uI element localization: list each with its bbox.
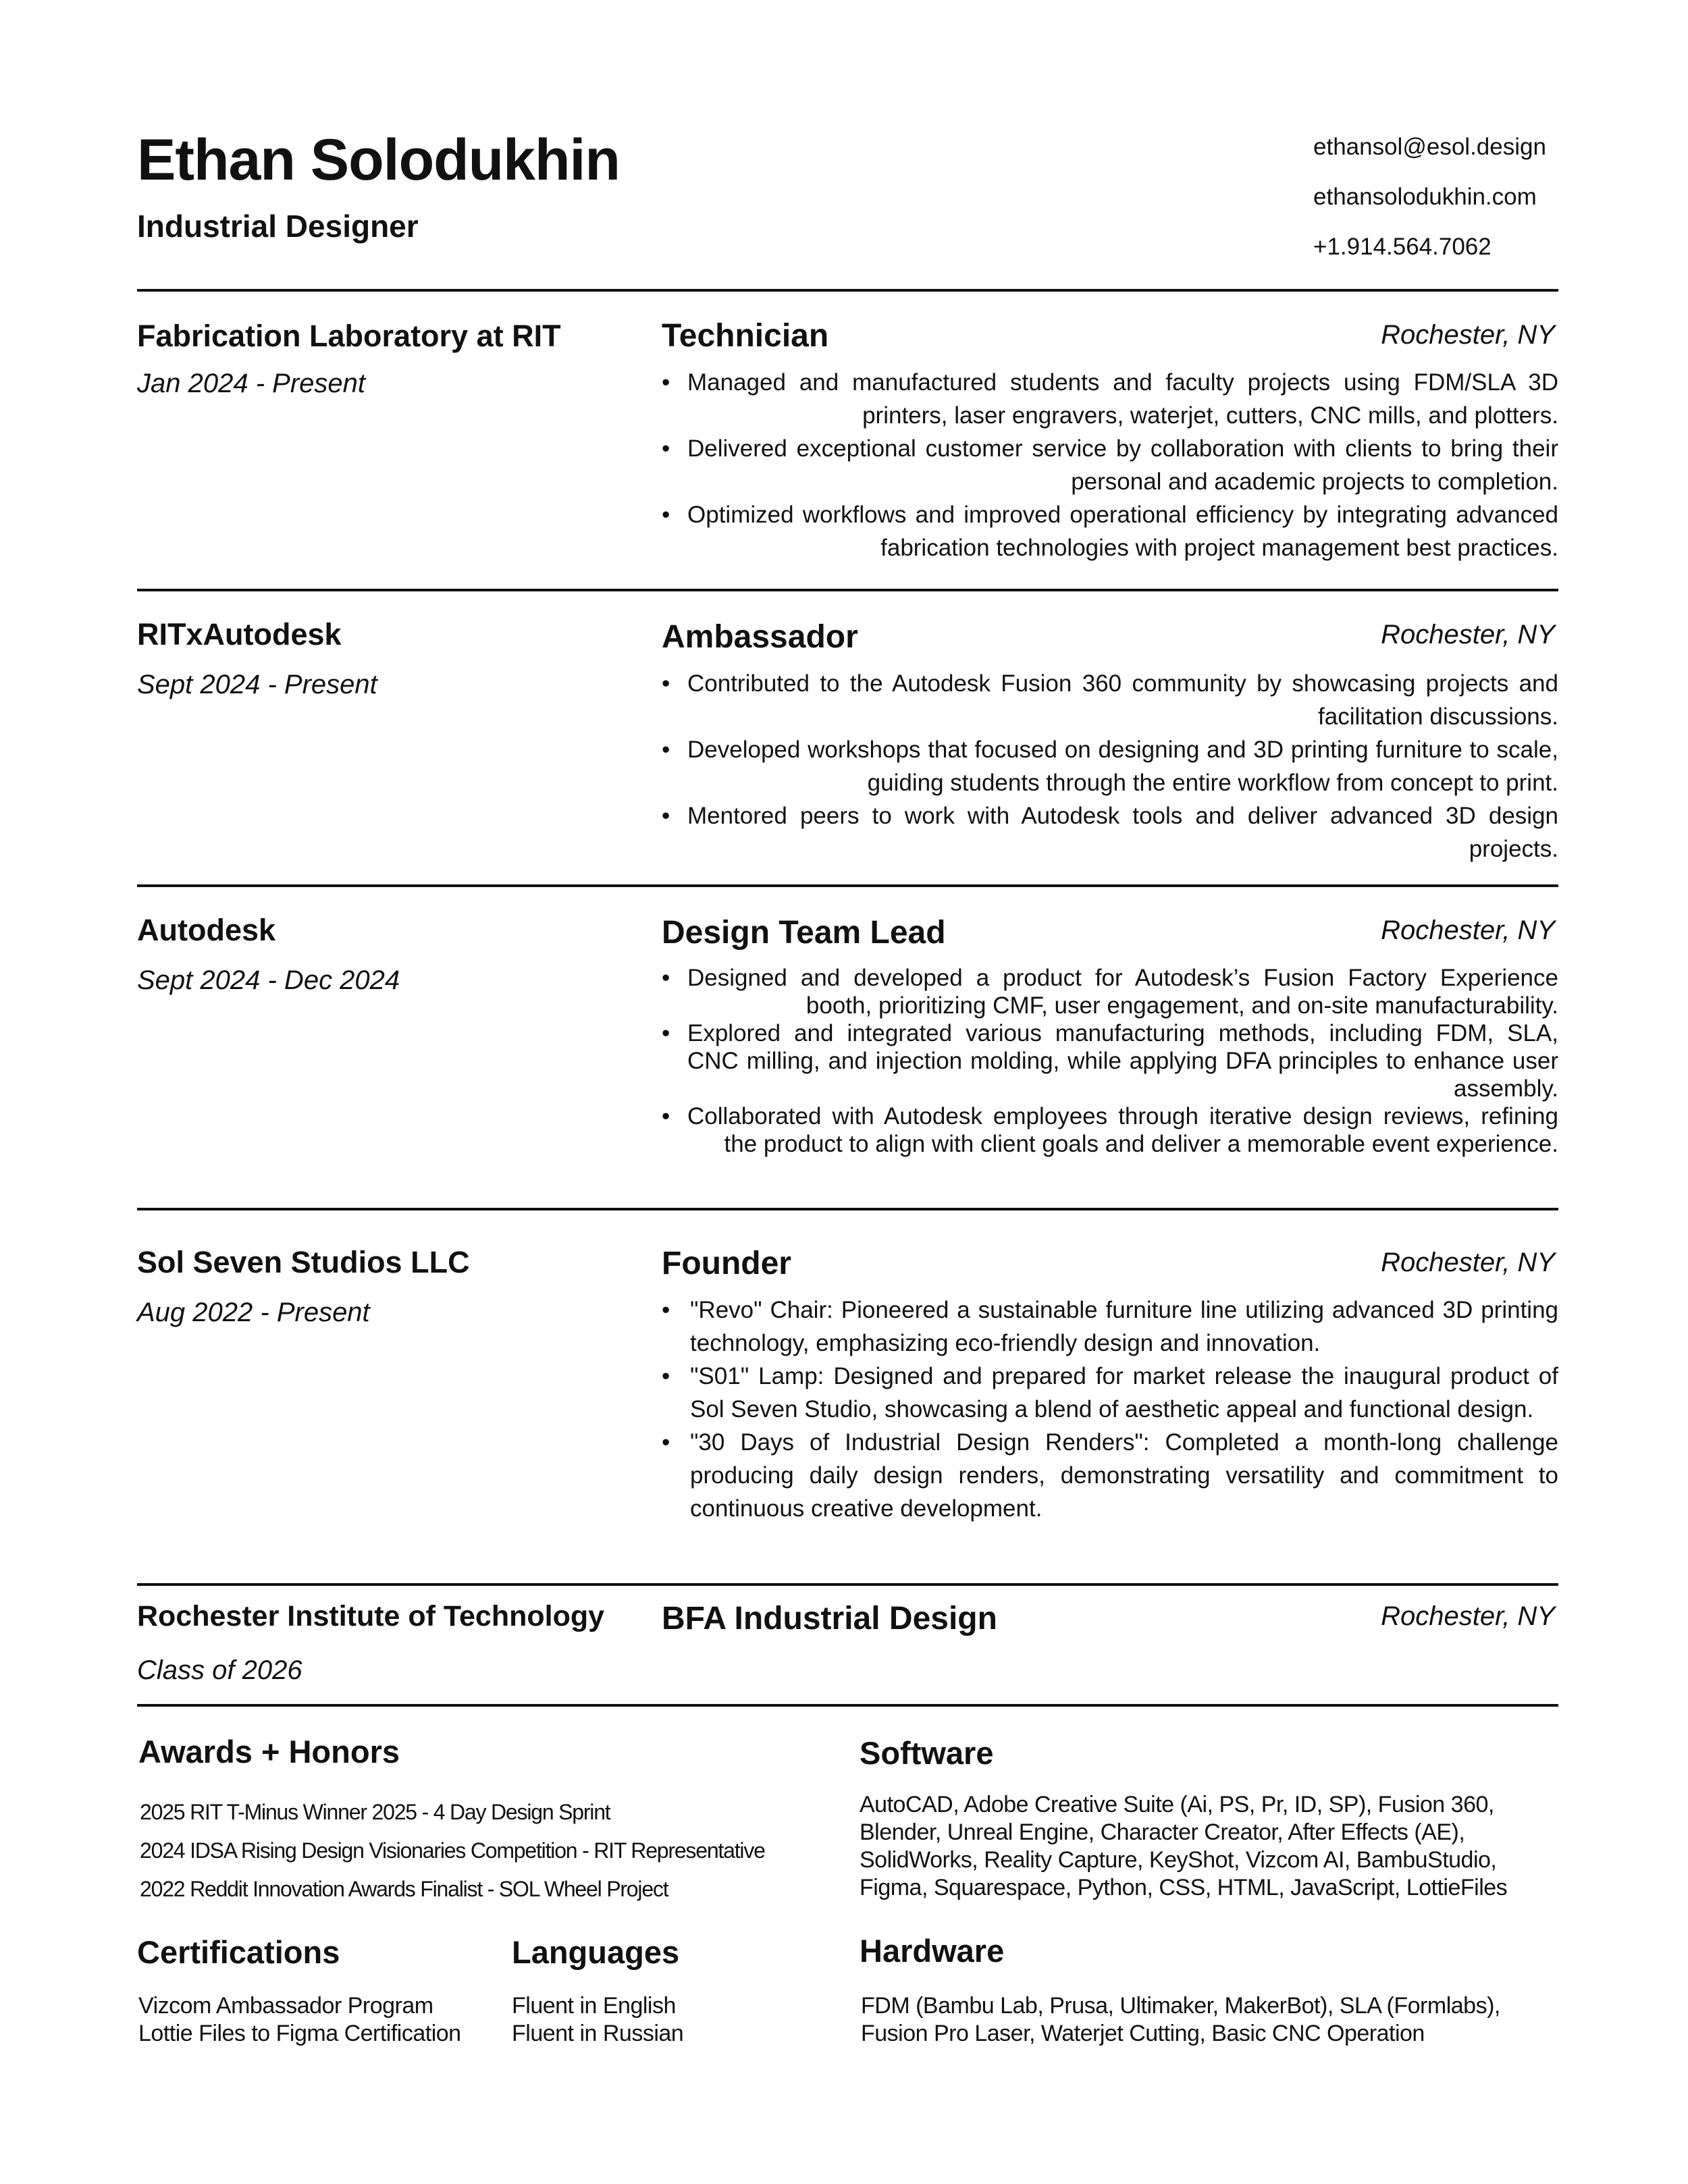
bullet-item: • Mentored peers to work with Autodesk tools and deliver advanced 3D design projects. [662,799,1558,865]
degree: BFA Industrial Design [662,1601,997,1636]
bullet-list [662,667,1558,865]
bullet-item: • Managed and manufactured students and faculty projects using FDM/SLA 3D printers, laser engravers, waterjet, cutters, CNC mills, and plotters. [662,366,1558,432]
section-heading: Languages [512,1934,680,1970]
school-name: Rochester Institute of Technology [137,1600,605,1632]
award-item: 2022 Reddit Innovation Awards Finalist - SOL Wheel Project [140,1877,668,1901]
role-title: Founder [662,1246,791,1281]
award-item: 2025 RIT T-Minus Winner 2025 - 4 Day Design Sprint [140,1800,610,1824]
contact-phone: +1.914.564.7062 [1313,234,1492,260]
divider [137,1208,1558,1210]
role-title: Technician [662,318,829,354]
organization-name: Sol Seven Studios LLC [137,1245,470,1279]
bullet-item: • Explored and integrated various manufacturing methods, including FDM, SLA, CNC milling, and injection molding, while applying DFA principles to enhance user assembly. [662,1019,1558,1102]
location: Rochester, NY [1381,620,1555,649]
location: Rochester, NY [1381,1601,1555,1631]
date-range: Sept 2024 - Dec 2024 [137,965,400,995]
divider [137,589,1558,591]
bullet-item: • "30 Days of Industrial Design Renders": Completed a month-long challenge producing daily design renders, demonstrating versatility and commitment to continuous creative development. [662,1426,1558,1525]
role-title: Ambassador [662,619,858,655]
bullet-item: • "S01" Lamp: Designed and prepared for market release the inaugural product of Sol Seven Studio, showcasing a blend of aesthetic appeal and functional design. [662,1360,1558,1426]
bullet-item: • Designed and developed a product for Autodesk’s Fusion Factory Experience booth, prioritizing CMF, user engagement, and on-site manufacturability. [662,964,1558,1019]
software-list: AutoCAD, Adobe Creative Suite (Ai, PS, Pr, ID, SP), Fusion 360, Blender, Unreal Engine, Character Creator, After Effects (AE), SolidWorks, Reality Capture, KeyShot, Vizcom AI, BambuStudio, Figma, Squarespace, Python, CSS, HTML, JavaScript, LottieFiles [860,1792,1508,1900]
organization-name: Fabrication Laboratory at RIT [137,319,561,353]
bullet-list [662,1294,1558,1525]
section-heading: Hardware [860,1933,1005,1969]
date-range: Aug 2022 - Present [137,1298,370,1327]
divider [137,1583,1558,1586]
award-item: 2024 IDSA Rising Design Visionaries Competition - RIT Representative [140,1838,765,1863]
class-year: Class of 2026 [137,1655,302,1685]
language-item: Fluent in Russian [512,2021,684,2046]
organization-name: Autodesk [137,913,276,947]
date-range: Sept 2024 - Present [137,670,377,699]
section-heading: Software [860,1735,994,1771]
location: Rochester, NY [1381,1248,1555,1277]
certification-item: Lottie Files to Figma Certification [138,2021,461,2046]
location: Rochester, NY [1381,915,1555,945]
section-heading: Certifications [137,1934,340,1970]
organization-name: RITxAutodesk [137,617,342,651]
contact-website[interactable]: ethansolodukhin.com [1313,184,1537,210]
bullet-item: • Contributed to the Autodesk Fusion 360 community by showcasing projects and facilitation discussions. [662,667,1558,733]
role-title: Design Team Lead [662,915,946,951]
bullet-item: • Optimized workflows and improved operational efficiency by integrating advanced fabrication technologies with project management best practices. [662,498,1558,564]
certification-item: Vizcom Ambassador Program [138,1993,433,2019]
divider [137,1704,1558,1707]
date-range: Jan 2024 - Present [137,369,365,398]
location: Rochester, NY [1381,320,1555,350]
divider [137,884,1558,887]
bullet-item: • Collaborated with Autodesk employees through iterative design reviews, refining the product to align with client goals and deliver a memorable event experience. [662,1102,1558,1158]
bullet-item: • Delivered exceptional customer service by collaboration with clients to bring their personal and academic projects to completion. [662,432,1558,498]
language-item: Fluent in English [512,1993,676,2019]
job-title: Industrial Designer [137,209,419,244]
candidate-name: Ethan Solodukhin [137,128,620,192]
section-heading: Awards + Honors [138,1734,400,1769]
bullet-list [662,964,1558,1158]
bullet-list [662,366,1558,564]
bullet-item: • Developed workshops that focused on designing and 3D printing furniture to scale, guiding students through the entire workflow from concept to print. [662,733,1558,799]
contact-email[interactable]: ethansol@esol.design [1313,134,1546,160]
awards-list [140,1793,828,1909]
divider [137,289,1558,292]
bullet-item: • "Revo" Chair: Pioneered a sustainable furniture line utilizing advanced 3D printing technology, emphasizing eco-friendly design and innovation. [662,1294,1558,1360]
hardware-list: FDM (Bambu Lab, Prusa, Ultimaker, MakerBot), SLA (Formlabs), Fusion Pro Laser, Waterjet Cutting, Basic CNC Operation [861,1993,1500,2046]
